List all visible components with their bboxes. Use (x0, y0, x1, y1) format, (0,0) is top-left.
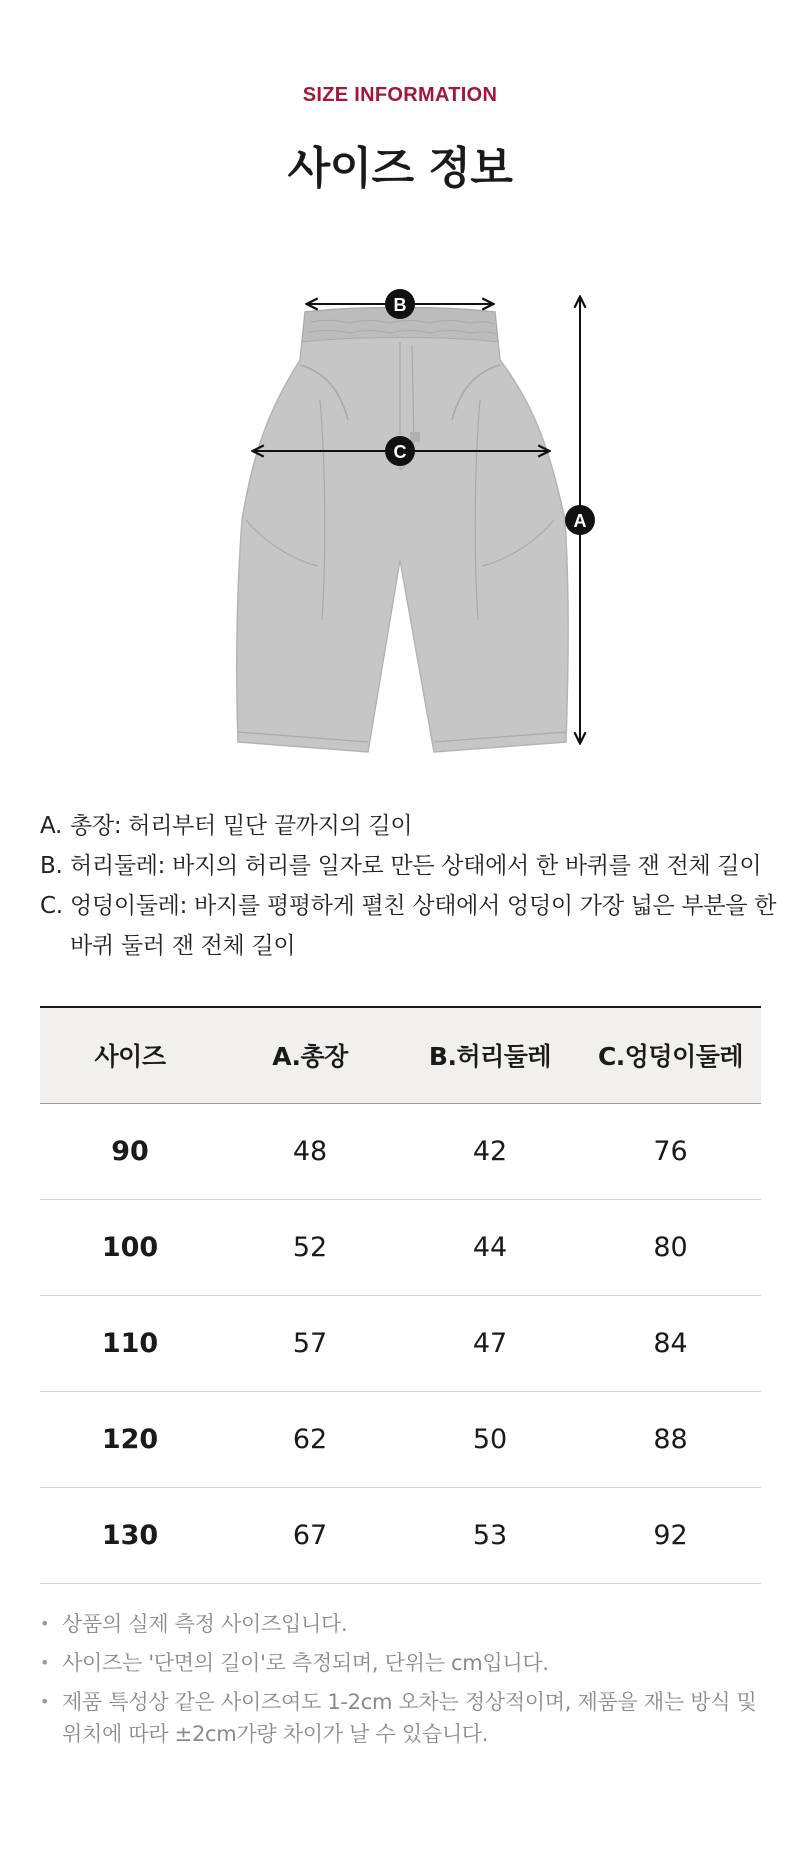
waist-cell: 50 (400, 1391, 580, 1487)
column-header-waist: B.허리둘레 (400, 1007, 580, 1103)
pants-illustration (237, 308, 568, 753)
size-info-eyebrow: SIZE INFORMATION (302, 84, 498, 106)
hip-cell: 92 (580, 1487, 761, 1583)
column-header-hip: C.엉덩이둘레 (580, 1007, 761, 1103)
legend-key: B. (40, 853, 63, 879)
waist-cell: 42 (400, 1103, 580, 1199)
table-row (40, 1391, 761, 1487)
marker-b-label: B (393, 295, 407, 315)
legend-text: 허리둘레: 바지의 허리를 일자로 만든 상태에서 한 바퀴를 잰 전체 길이 (70, 853, 762, 879)
note-item: • 사이즈는 '단면의 길이'로 측정되며, 단위는 cm입니다. (40, 1647, 760, 1679)
column-header-size: 사이즈 (40, 1007, 220, 1103)
length-cell: 67 (220, 1487, 400, 1583)
page-title: 사이즈 정보 (287, 143, 513, 194)
length-cell: 57 (220, 1295, 400, 1391)
measurement-legend (40, 806, 780, 966)
waist-cell: 53 (400, 1487, 580, 1583)
size-table (40, 1006, 761, 1584)
legend-item (40, 886, 780, 966)
size-cell: 100 (40, 1199, 220, 1295)
table-row (40, 1199, 761, 1295)
table-row (40, 1103, 761, 1199)
size-cell: 90 (40, 1103, 220, 1199)
hip-cell: 88 (580, 1391, 761, 1487)
table-row (40, 1295, 761, 1391)
hip-cell: 76 (580, 1103, 761, 1199)
legend-item (40, 846, 780, 886)
waist-cell: 47 (400, 1295, 580, 1391)
length-cell: 62 (220, 1391, 400, 1487)
legend-key: A. (40, 813, 63, 839)
hip-cell: 84 (580, 1295, 761, 1391)
hip-cell: 80 (580, 1199, 761, 1295)
size-cell: 120 (40, 1391, 220, 1487)
table-row (40, 1487, 761, 1583)
length-cell: 48 (220, 1103, 400, 1199)
marker-c-label: C (393, 442, 407, 462)
size-cell: 130 (40, 1487, 220, 1583)
marker-a-label: A (573, 511, 587, 531)
waist-cell: 44 (400, 1199, 580, 1295)
size-cell: 110 (40, 1295, 220, 1391)
legend-text: 엉덩이둘레: 바지를 평평하게 펼친 상태에서 엉덩이 가장 넓은 부분을 한바퀴 둘러 잰 전체 길이 (70, 893, 777, 959)
size-notes (40, 1608, 760, 1757)
legend-key: C. (40, 893, 63, 919)
pants-measurement-diagram (0, 280, 800, 770)
column-header-length: A.총장 (220, 1007, 400, 1103)
length-cell: 52 (220, 1199, 400, 1295)
note-item: • 제품 특성상 같은 사이즈여도 1-2cm 오차는 정상적이며, 제품을 재는 방식 및 위치에 따라 ±2cm가량 차이가 날 수 있습니다. (40, 1686, 760, 1750)
table-header-row (40, 1007, 761, 1103)
legend-item (40, 806, 780, 846)
note-item: • 상품의 실제 측정 사이즈입니다. (40, 1608, 760, 1640)
legend-text: 총장: 허리부터 밑단 끝까지의 길이 (70, 813, 413, 839)
